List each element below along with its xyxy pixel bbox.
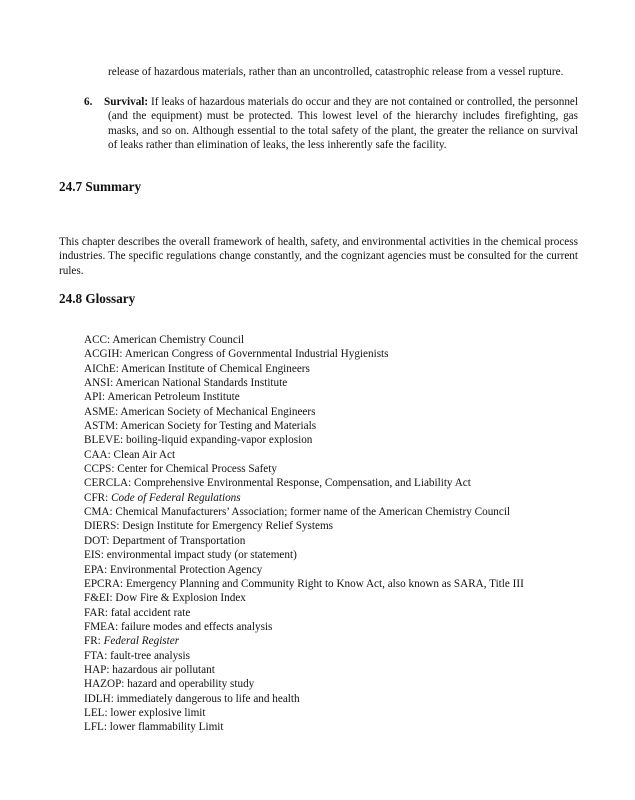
glossary-abbreviation: CCPS:: [84, 463, 115, 476]
glossary-definition: Department of Transportation: [112, 534, 246, 547]
glossary-definition: environmental impact study (or statement): [106, 549, 297, 562]
glossary-definition: lower explosive limit: [110, 706, 206, 719]
glossary-definition: American Congress of Governmental Industrial Hygienists: [124, 348, 389, 361]
continued-paragraph: release of hazardous materials, rather than an uncontrolled, catastrophic release from a vessel rupture.: [108, 66, 564, 78]
glossary-list: [84, 333, 584, 735]
glossary-entry: [84, 505, 584, 519]
glossary-entry: [84, 405, 584, 419]
glossary-definition: Design Institute for Emergency Relief Systems: [122, 520, 333, 533]
glossary-abbreviation: CAA:: [84, 448, 111, 461]
list-item-number: 6.: [84, 96, 93, 108]
glossary-entry: [84, 720, 584, 734]
glossary-entry: [84, 548, 584, 562]
glossary-definition: Comprehensive Environmental Response, Compensation, and Liability Act: [134, 477, 471, 490]
glossary-entry: [84, 677, 584, 691]
list-item-body: [104, 95, 578, 153]
glossary-abbreviation: HAZOP:: [84, 678, 125, 691]
glossary-definition: hazard and operability study: [127, 678, 255, 691]
glossary-definition: immediately dangerous to life and health: [116, 692, 300, 705]
glossary-definition: lower flammability Limit: [109, 721, 224, 734]
glossary-definition: Emergency Planning and Community Right to Know Act, also known as SARA, Title III: [125, 577, 524, 590]
glossary-definition: Clean Air Act: [113, 448, 176, 461]
glossary-definition: failure modes and effects analysis: [121, 620, 273, 633]
glossary-entry: [84, 390, 584, 404]
glossary-entry: [84, 491, 584, 505]
summary-paragraph: This chapter describes the overall framework of health, safety, and environmental activities in the chemical process industries. The specific regulations change constantly, and the cognizant agencies must be consulted for the current rules.: [59, 236, 578, 277]
glossary-abbreviation: LEL:: [84, 706, 108, 719]
glossary-entry: [84, 433, 584, 447]
glossary-abbreviation: CFR:: [84, 491, 109, 504]
glossary-entry: [84, 362, 584, 376]
glossary-abbreviation: AIChE:: [84, 362, 119, 375]
glossary-entry: [84, 333, 584, 347]
glossary-entry: [84, 376, 584, 390]
glossary-entry: [84, 577, 584, 591]
glossary-definition: Environmental Protection Agency: [110, 563, 263, 576]
glossary-definition: boiling-liquid expanding-vapor explosion: [125, 434, 313, 447]
glossary-definition: Federal Register: [103, 635, 180, 648]
glossary-abbreviation: EPA:: [84, 563, 108, 576]
glossary-definition: American Chemistry Council: [112, 334, 245, 346]
glossary-definition: American National Standards Institute: [115, 377, 288, 390]
glossary-definition: fatal accident rate: [110, 606, 191, 619]
list-item-text: If leaks of hazardous materials do occur and they are not contained or controlled, the personnel (and the equipment) must be protected. This lowest level of the hierarchy includes firefighting, gas masks, and so on. Although essential to the total safety of the plant, the greater the reliance on survival of leaks rather than elimination of leaks, the less inherently safe the facility.: [108, 96, 578, 152]
glossary-definition: hazardous air pollutant: [112, 663, 215, 676]
glossary-definition: Chemical Manufacturers’ Association; former name of the American Chemistry Council: [115, 506, 511, 519]
glossary-abbreviation: FAR:: [84, 606, 109, 619]
glossary-entry: [84, 692, 584, 706]
glossary-definition: fault-tree analysis: [110, 649, 190, 662]
glossary-abbreviation: EIS:: [84, 549, 104, 562]
glossary-definition: Center for Chemical Process Safety: [117, 463, 277, 476]
glossary-definition: American Society for Testing and Materials: [120, 420, 317, 433]
glossary-entry: [84, 519, 584, 533]
list-item-survival: [84, 95, 578, 153]
glossary-definition: American Petroleum Institute: [107, 391, 240, 404]
glossary-abbreviation: ASTM:: [84, 420, 119, 433]
glossary-abbreviation: ACC:: [84, 334, 111, 346]
glossary-definition: Dow Fire & Explosion Index: [115, 592, 246, 605]
glossary-definition: American Society of Mechanical Engineers: [120, 405, 316, 418]
glossary-abbreviation: FMEA:: [84, 620, 119, 633]
glossary-abbreviation: BLEVE:: [84, 434, 124, 447]
glossary-entry: [84, 663, 584, 677]
glossary-entry: [84, 706, 584, 720]
glossary-abbreviation: ANSI:: [84, 377, 114, 390]
glossary-abbreviation: LFL:: [84, 721, 107, 734]
list-item-label: Survival:: [104, 96, 149, 108]
section-heading-glossary: 24.8 Glossary: [59, 291, 136, 306]
glossary-abbreviation: FR:: [84, 635, 101, 648]
glossary-entry: [84, 591, 584, 605]
glossary-abbreviation: DOT:: [84, 534, 110, 547]
glossary-abbreviation: API:: [84, 391, 106, 404]
glossary-entry: [84, 634, 584, 648]
section-heading-summary: 24.7 Summary: [59, 179, 142, 194]
glossary-entry: [84, 620, 584, 634]
glossary-abbreviation: ACGIH:: [84, 348, 123, 361]
glossary-entry: [84, 563, 584, 577]
glossary-definition: American Institute of Chemical Engineers: [121, 362, 310, 375]
glossary-abbreviation: HAP:: [84, 663, 110, 676]
glossary-abbreviation: DIERS:: [84, 520, 120, 533]
glossary-entry: [84, 476, 584, 490]
glossary-abbreviation: F&EI:: [84, 592, 113, 605]
glossary-abbreviation: FTA:: [84, 649, 108, 662]
glossary-definition: Code of Federal Regulations: [111, 491, 241, 504]
glossary-entry: [84, 534, 584, 548]
glossary-abbreviation: IDLH:: [84, 692, 114, 705]
glossary-entry: [84, 606, 584, 620]
glossary-abbreviation: ASME:: [84, 405, 119, 418]
glossary-entry: [84, 347, 584, 361]
glossary-entry: [84, 649, 584, 663]
glossary-abbreviation: CERCLA:: [84, 477, 132, 490]
glossary-abbreviation: CMA:: [84, 506, 113, 519]
glossary-entry: [84, 419, 584, 433]
glossary-entry: [84, 462, 584, 476]
glossary-entry: [84, 448, 584, 462]
glossary-abbreviation: EPCRA:: [84, 577, 124, 590]
